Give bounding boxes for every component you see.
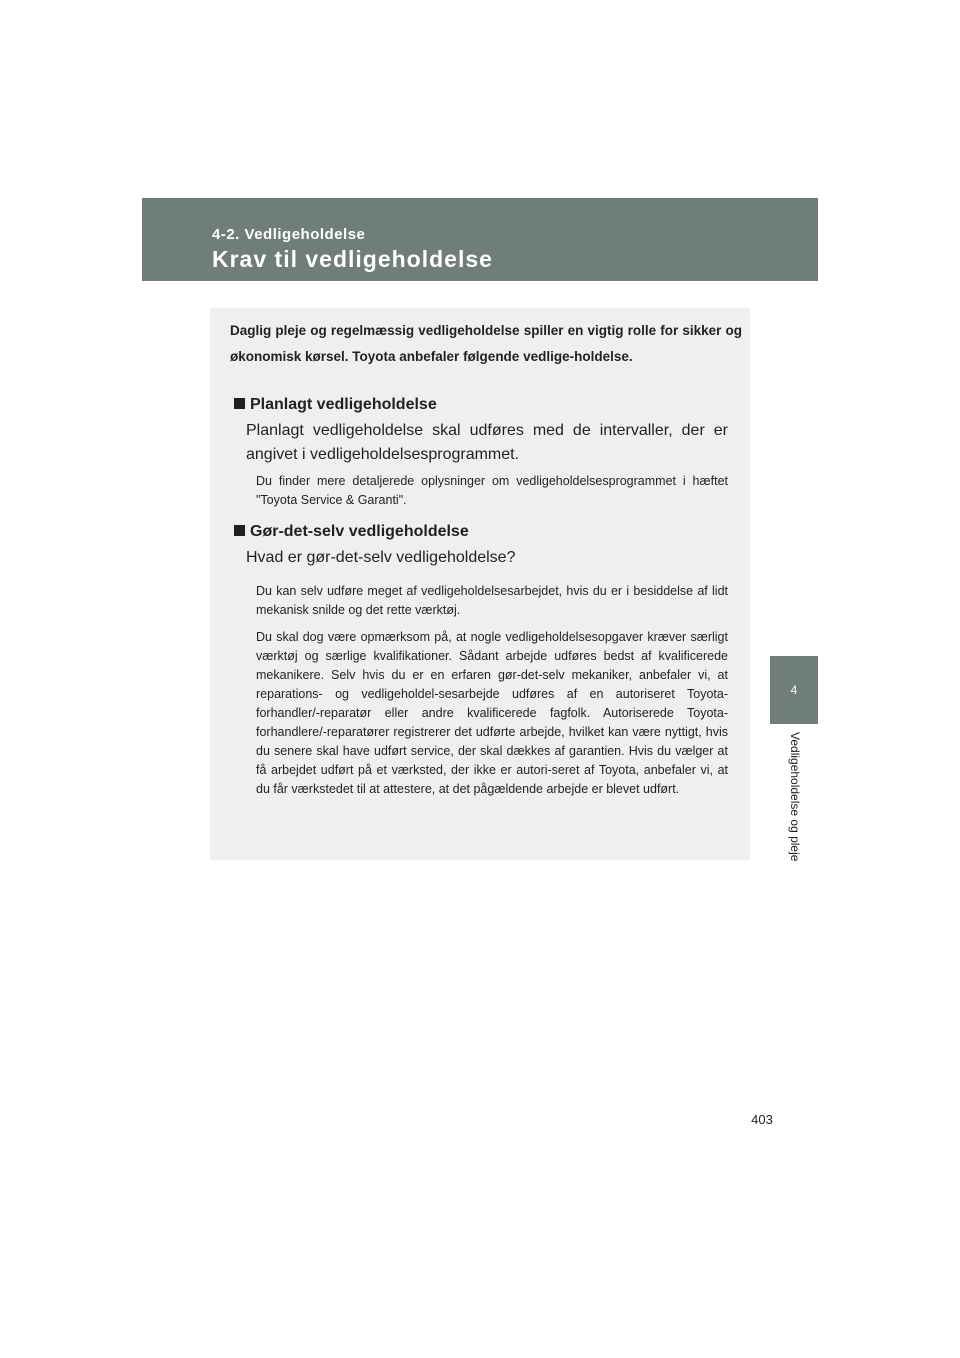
section-note: Du skal dog være opmærksom på, at nogle vedligeholdelsesopgaver kræver særligt værktøj og særlige kvalifikationer. Sådant arbejde udføres bedst af kvalificerede mekanikere. Selv hvis du er en erfaren gør-det-selv mekaniker, anbefaler vi, at reparations- og vedligeholdel-sesarbejde udføres af en autoriseret Toyota-forhandler/-reparatør eller andre kvalificerede fagfolk. Autoriserede Toyota-forhandlere/-reparatører registrerer det udførte arbejde, hvilket kan være nyttigt, hvis du senere skal have udført service, der skal dækkes af garantien. Hvis du vælger at få arbejdet udført på et værksted, der ikke er autori-seret af Toyota, anbefaler vi, at du får værkstedet til at attestere, at det pågældende arbejde er blevet udført. [256,630,728,796]
chapter-header [142,198,818,281]
section-note: Du finder mere detaljerede oplysninger om vedligeholdelsesprogrammet i hæftet "Toyota Service & Garanti". [256,474,728,507]
section-heading-diy [234,523,469,541]
section-lead-diy: Hvad er gør-det-selv vedligeholdelse? [246,549,516,566]
section-label: 4-2. Vedligeholdelse [212,226,366,243]
page-number: 403 [751,1112,773,1127]
chapter-tab: 4 [770,656,818,724]
section-heading-planned [234,396,437,414]
square-bullet-icon [234,398,245,409]
content-panel [210,308,750,860]
page-title: Krav til vedligeholdelse [212,246,493,272]
section-lead-planned: Planlagt vedligeholdelse skal udføres med de intervaller, der er angivet i vedligeholdelsesprogrammet. [246,422,728,463]
intro-text: Daglig pleje og regelmæssig vedligeholdelse spiller en vigtig rolle for sikker og økonomisk kørsel. Toyota anbefaler følgende vedlige-holdelse. [230,323,742,364]
section-note: Du kan selv udføre meget af vedligeholdelsesarbejdet, hvis du er i besiddelse af lidt mekanisk snilde og det rette værktøj. [256,584,728,617]
section-heading-text: Gør-det-selv vedligeholdelse [250,523,469,540]
square-bullet-icon [234,525,245,536]
section-heading-text: Planlagt vedligeholdelse [250,396,437,413]
chapter-tab-label: Vedligeholdelse og pleje [788,732,802,862]
